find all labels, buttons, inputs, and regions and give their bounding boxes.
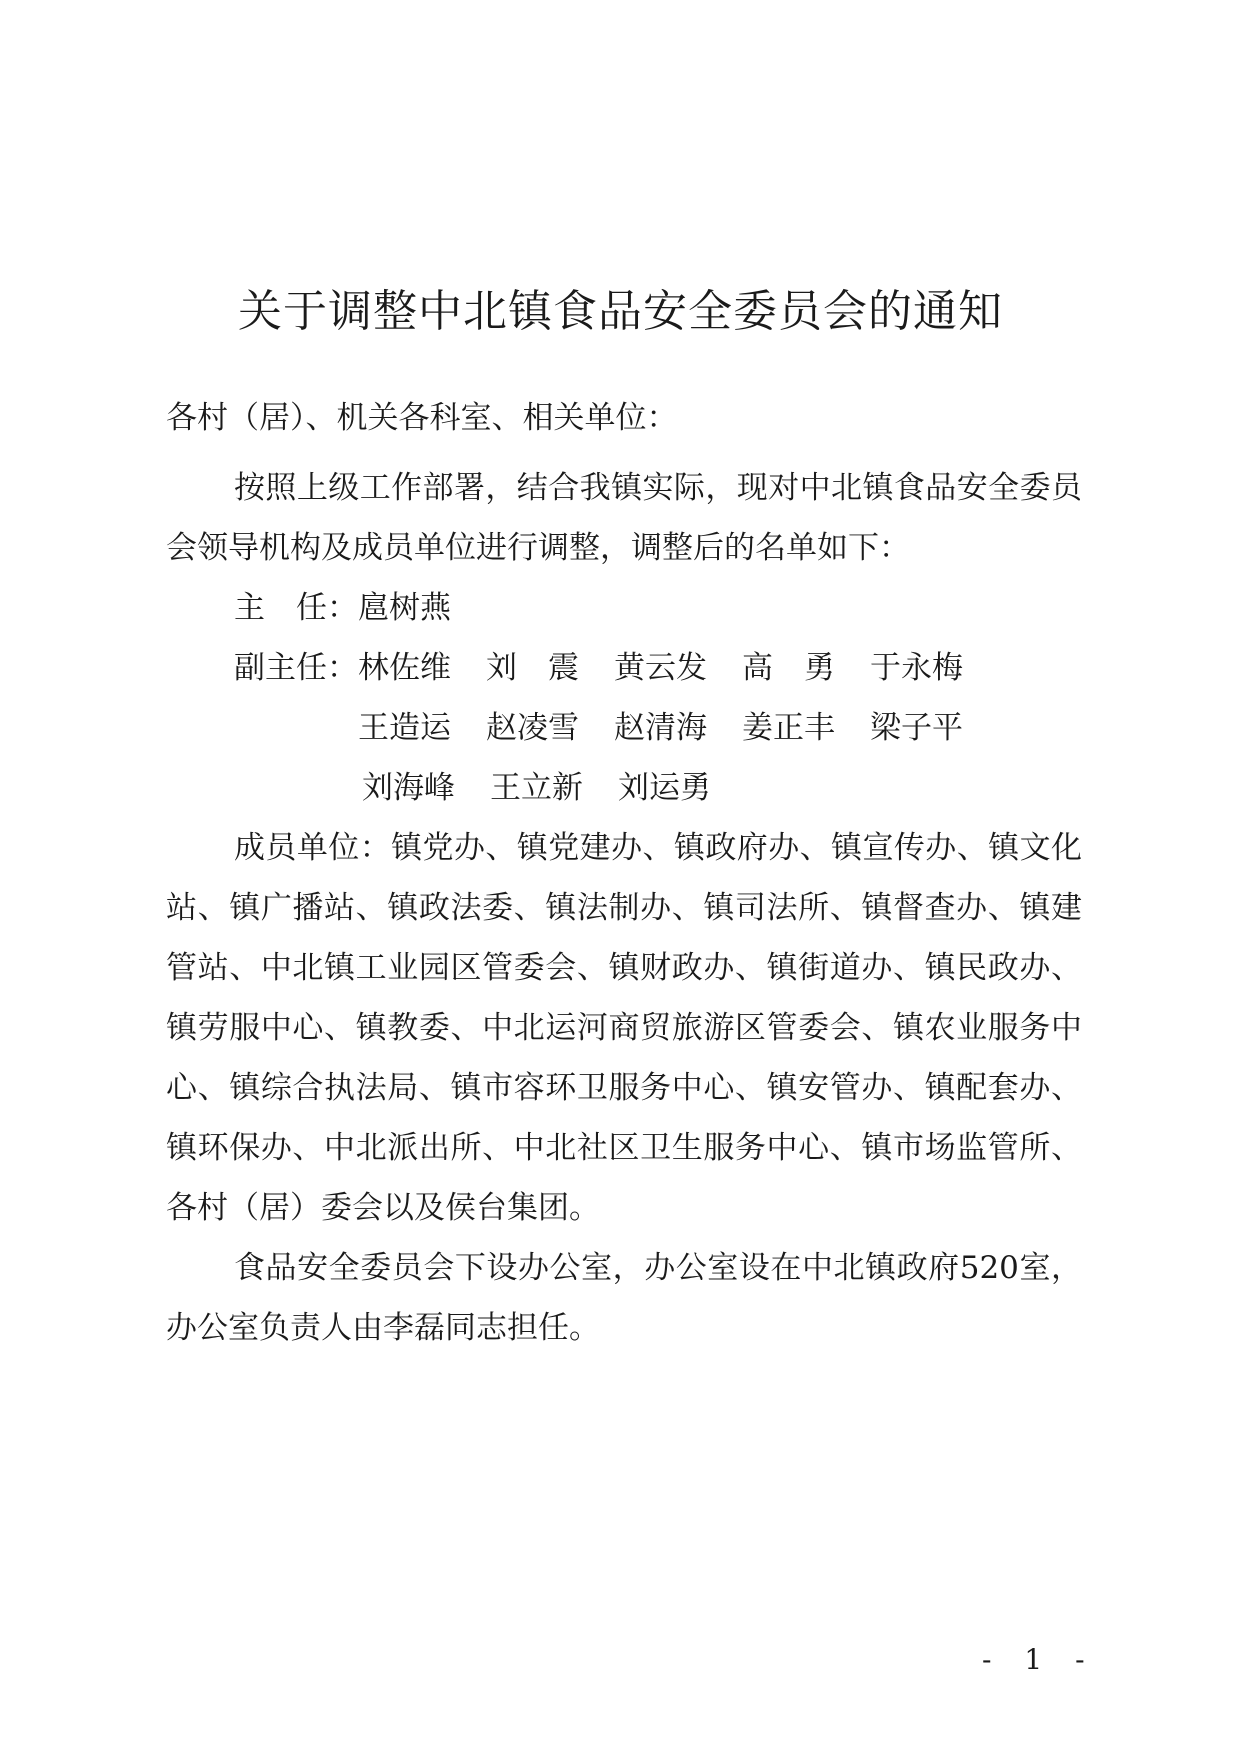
- deputy-director-name: 刘海峰: [362, 770, 455, 806]
- director-line: [234, 588, 451, 628]
- deputy-director-name: 高 勇: [742, 650, 835, 686]
- deputy-director-name: 赵凌雪: [486, 710, 579, 746]
- page-number: - 1 -: [982, 1643, 1097, 1676]
- deputy-directors-label: 副主任：: [234, 650, 358, 686]
- director-name: 扈树燕: [358, 590, 451, 626]
- deputy-director-name: 王立新: [490, 770, 583, 806]
- deputy-director-name: 赵清海: [614, 710, 707, 746]
- deputy-director-name: 林佐维: [358, 650, 451, 686]
- deputy-director-name: 刘运勇: [618, 770, 711, 806]
- intro-paragraph: 按照上级工作部署，结合我镇实际，现对中北镇食品安全委员会领导机构及成员单位进行调整，调整后的名单如下：: [166, 470, 1082, 566]
- deputy-directors-row-2: [358, 708, 998, 748]
- deputy-director-name: 于永梅: [870, 650, 963, 686]
- deputy-director-name: 梁子平: [870, 710, 963, 746]
- document-title: 关于调整中北镇食品安全委员会的通知: [238, 286, 1003, 337]
- deputy-directors-row-1: [234, 648, 998, 688]
- deputy-director-name: 黄云发: [614, 650, 707, 686]
- deputy-directors-row-3: [362, 768, 746, 808]
- director-label: 主 任：: [234, 590, 358, 626]
- deputy-director-name: 刘 震: [486, 650, 579, 686]
- deputy-director-name: 姜正丰: [742, 710, 835, 746]
- salutation: 各村（居）、机关各科室、相关单位：: [166, 400, 678, 436]
- deputy-director-name: 王造运: [358, 710, 451, 746]
- office-paragraph: 食品安全委员会下设办公室，办公室设在中北镇政府520室，办公室负责人由李磊同志担任。: [166, 1250, 1082, 1346]
- member-units-paragraph: 成员单位：镇党办、镇党建办、镇政府办、镇宣传办、镇文化站、镇广播站、镇政法委、镇法制办、镇司法所、镇督查办、镇建管站、中北镇工业园区管委会、镇财政办、镇街道办、镇民政办、镇劳服中心、镇教委、中北运河商贸旅游区管委会、镇农业服务中心、镇综合执法局、镇市容环卫服务中心、镇安管办、镇配套办、镇环保办、中北派出所、中北社区卫生服务中心、镇市场监管所、各村（居）委会以及侯台集团。: [166, 830, 1082, 1226]
